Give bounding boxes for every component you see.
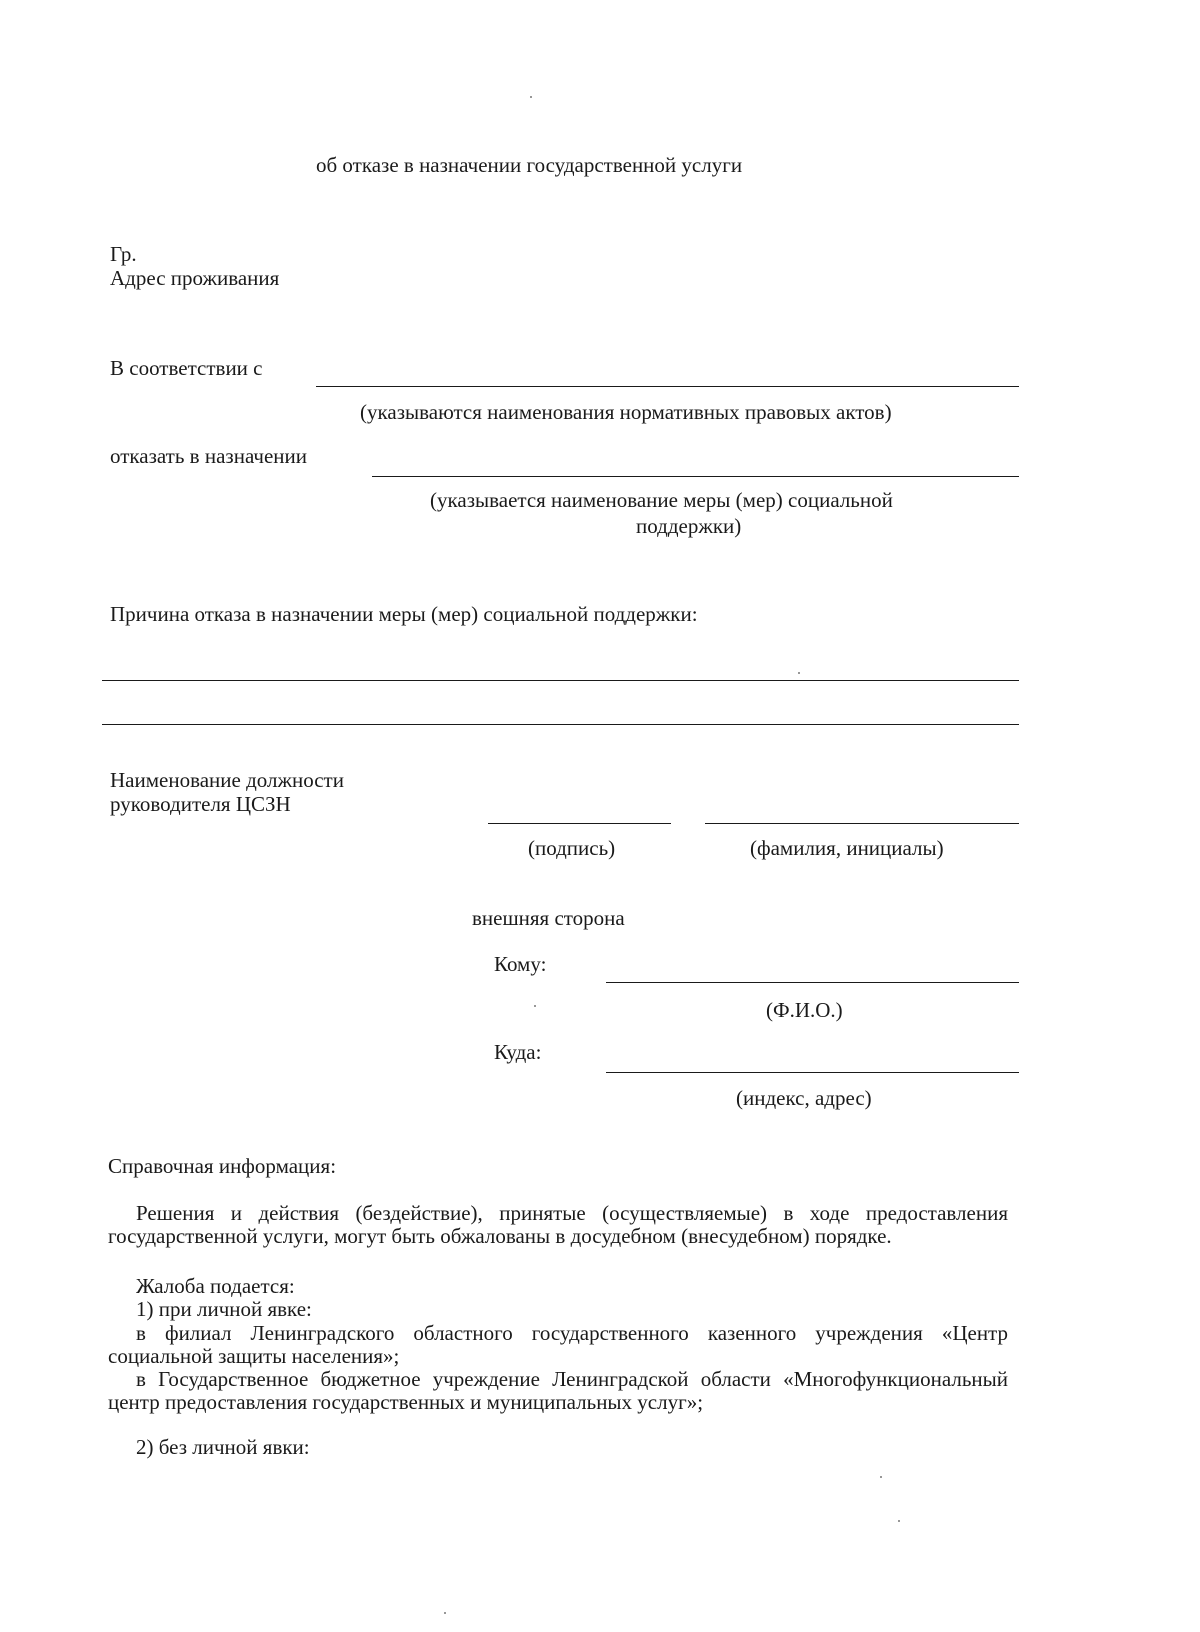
- reference-item-branch: в филиал Ленинградского областного государственного казенного учреждения «Центр социальной защиты населения»;: [108, 1321, 1008, 1368]
- scan-speck: [534, 1005, 536, 1007]
- reference-item-in-person: 1) при личной явке:: [136, 1297, 312, 1321]
- signature-caption: (подпись): [528, 836, 616, 860]
- signature-field-line: [488, 823, 671, 824]
- to-caption: (Ф.И.О.): [766, 998, 843, 1022]
- basis-field-line: [316, 386, 1019, 387]
- where-label: Куда:: [494, 1040, 542, 1064]
- refuse-caption-line1: (указывается наименование меры (мер) социальной: [430, 488, 893, 512]
- position-title-line1: Наименование должности: [110, 768, 344, 792]
- reference-title: Справочная информация:: [108, 1154, 337, 1178]
- where-field-line: [606, 1072, 1019, 1073]
- to-field-line: [606, 982, 1019, 983]
- refuse-field-line: [372, 476, 1019, 477]
- refuse-caption-line2: поддержки): [636, 514, 742, 538]
- to-label: Кому:: [494, 952, 547, 976]
- reason-field-line-1: [102, 680, 1019, 681]
- scan-speck: [798, 672, 800, 674]
- reference-paragraph-complaint: Жалоба подается:: [136, 1274, 295, 1298]
- scan-speck: [898, 1520, 900, 1522]
- position-title-line2: руководителя ЦСЗН: [110, 792, 291, 816]
- scan-speck: [880, 1476, 882, 1478]
- envelope-title: внешняя сторона: [472, 906, 625, 930]
- refuse-label: отказать в назначении: [110, 444, 308, 468]
- scan-speck: [444, 1612, 446, 1614]
- reference-item-remote: 2) без личной явки:: [136, 1435, 310, 1459]
- document-heading: об отказе в назначении государственной услуги: [316, 153, 743, 177]
- scan-speck: [530, 96, 532, 98]
- reference-paragraph-appeal: Решения и действия (бездействие), принятые (осуществляемые) в ходе предоставления государственной услуги, могут быть обжалованы в досудебном (внесудебном) порядке.: [108, 1201, 1008, 1248]
- name-caption: (фамилия, инициалы): [750, 836, 944, 860]
- recipient-label: Гр.: [110, 242, 137, 266]
- reason-label: Причина отказа в назначении меры (мер) социальной поддержки:: [110, 602, 698, 626]
- address-label: Адрес проживания: [110, 266, 280, 290]
- reference-item-mfc: в Государственное бюджетное учреждение Ленинградской области «Многофункциональный центр предоставления государственных и муниципальных услуг»;: [108, 1367, 1008, 1414]
- basis-label: В соответствии с: [110, 356, 263, 380]
- reason-field-line-2: [102, 724, 1019, 725]
- name-field-line: [705, 823, 1019, 824]
- where-caption: (индекс, адрес): [736, 1086, 872, 1110]
- basis-caption: (указываются наименования нормативных правовых актов): [360, 400, 892, 424]
